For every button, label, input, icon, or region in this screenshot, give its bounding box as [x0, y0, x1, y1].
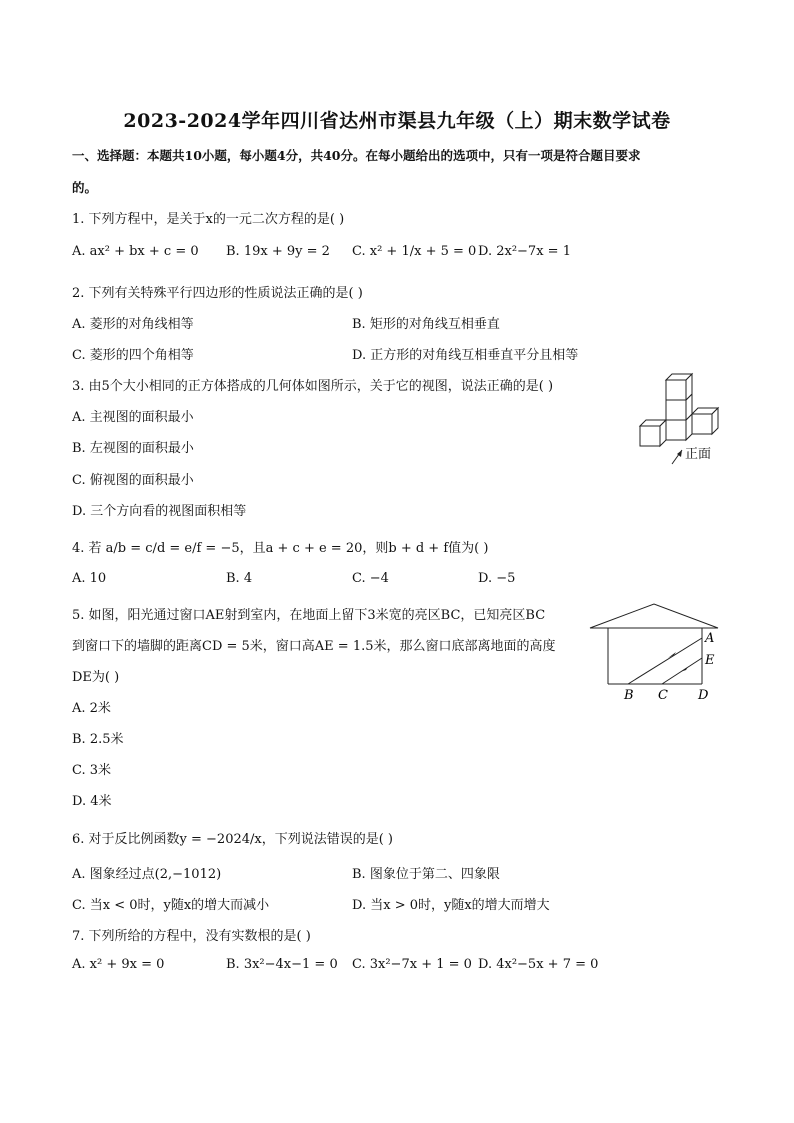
question-4-option-d: D. −5: [478, 571, 516, 586]
question-1-option-a: A. ax² + bx + c = 0: [72, 244, 199, 259]
cube-left-front: [640, 426, 660, 446]
question-4-option-b: B. 4: [226, 571, 253, 586]
question-2-option-c: C. 菱形的四个角相等: [72, 348, 194, 363]
page-title: 2023-2024学年四川省达州市渠县九年级（上）期末数学试卷: [123, 110, 671, 132]
section-header-line2: 的。: [72, 180, 98, 195]
question-1-option-c: C. x² + 1/x + 5 = 0: [352, 244, 477, 259]
question-7-option-d: D. 4x²−5x + 7 = 0: [478, 957, 599, 972]
question-3-option-c: C. 俯视图的面积最小: [72, 473, 194, 488]
question-3-option-a: A. 主视图的面积最小: [72, 410, 194, 425]
question-5-option-a: A. 2米: [72, 701, 111, 716]
question-7-option-b: B. 3x²−4x−1 = 0: [226, 957, 338, 972]
question-7-stem: 7. 下列所给的方程中，没有实数根的是( ): [72, 929, 311, 944]
question-5-line1: 5. 如图，阳光通过窗口AE射到室内，在地面上留下3米宽的亮区BC，已知亮区BC: [72, 608, 546, 623]
roof: [590, 604, 718, 628]
question-3-option-b: B. 左视图的面积最小: [72, 441, 194, 456]
question-3-stem: 3. 由5个大小相同的正方体搭成的几何体如图所示，关于它的视图，说法正确的是( ): [72, 379, 554, 394]
label-c: C: [658, 688, 668, 703]
front-view-label: 正面: [685, 447, 712, 462]
label-d: D: [698, 688, 709, 703]
question-7-option-c: C. 3x²−7x + 1 = 0: [352, 957, 472, 972]
label-b: B: [624, 688, 634, 703]
question-5-option-c: C. 3米: [72, 763, 112, 778]
question-4-option-a: A. 10: [72, 571, 107, 586]
question-1-stem: 1. 下列方程中，是关于x的一元二次方程的是( ): [72, 212, 345, 227]
question-5-line2: 到窗口下的墙脚的距离CD = 5米，窗口高AE = 1.5米，那么窗口底部离地面的高度: [72, 639, 556, 654]
question-6-option-d: D. 当x > 0时，y随x的增大而增大: [352, 898, 550, 913]
question-4-stem: 4. 若 a/b = c/d = e/f = −5，且a + c + e = 20，则b + d + f值为( ): [72, 541, 489, 556]
ray-a-to-b: [628, 638, 702, 684]
question-6-option-b: B. 图象位于第二、四象限: [352, 867, 500, 882]
house-window-figure: [588, 600, 722, 704]
question-6-option-c: C. 当x < 0时，y随x的增大而减小: [72, 898, 270, 913]
cube-col-middle-front: [666, 400, 686, 420]
cube-col-bottom-front: [666, 420, 686, 440]
question-1-option-b: B. 19x + 9y = 2: [226, 244, 330, 259]
question-5-option-d: D. 4米: [72, 794, 112, 809]
question-2-stem: 2. 下列有关特殊平行四边形的性质说法正确的是( ): [72, 286, 363, 301]
question-6-stem: 6. 对于反比例函数y = −2024/x，下列说法错误的是( ): [72, 832, 394, 847]
question-5-line3: DE为( ): [72, 670, 120, 685]
label-a: A: [705, 631, 715, 646]
question-2-option-a: A. 菱形的对角线相等: [72, 317, 194, 332]
section-header-line1: 一、选择题：本题共10小题，每小题4分，共40分。在每小题给出的选项中，只有一项是符合题目要求: [72, 148, 641, 163]
question-5-option-b: B. 2.5米: [72, 732, 124, 747]
cube-stack-figure: [632, 372, 728, 468]
question-2-option-d: D. 正方形的对角线互相垂直平分且相等: [352, 348, 579, 363]
question-2-option-b: B. 矩形的对角线互相垂直: [352, 317, 500, 332]
cube-col-top-front: [666, 380, 686, 400]
question-4-option-c: C. −4: [352, 571, 389, 586]
question-3-option-d: D. 三个方向看的视图面积相等: [72, 504, 247, 519]
question-1-option-d: D. 2x²−7x = 1: [478, 244, 571, 259]
cube-right-front: [692, 414, 712, 434]
label-e: E: [705, 653, 715, 668]
question-7-option-a: A. x² + 9x = 0: [72, 957, 165, 972]
question-6-option-a: A. 图象经过点(2,−1012): [72, 867, 222, 882]
